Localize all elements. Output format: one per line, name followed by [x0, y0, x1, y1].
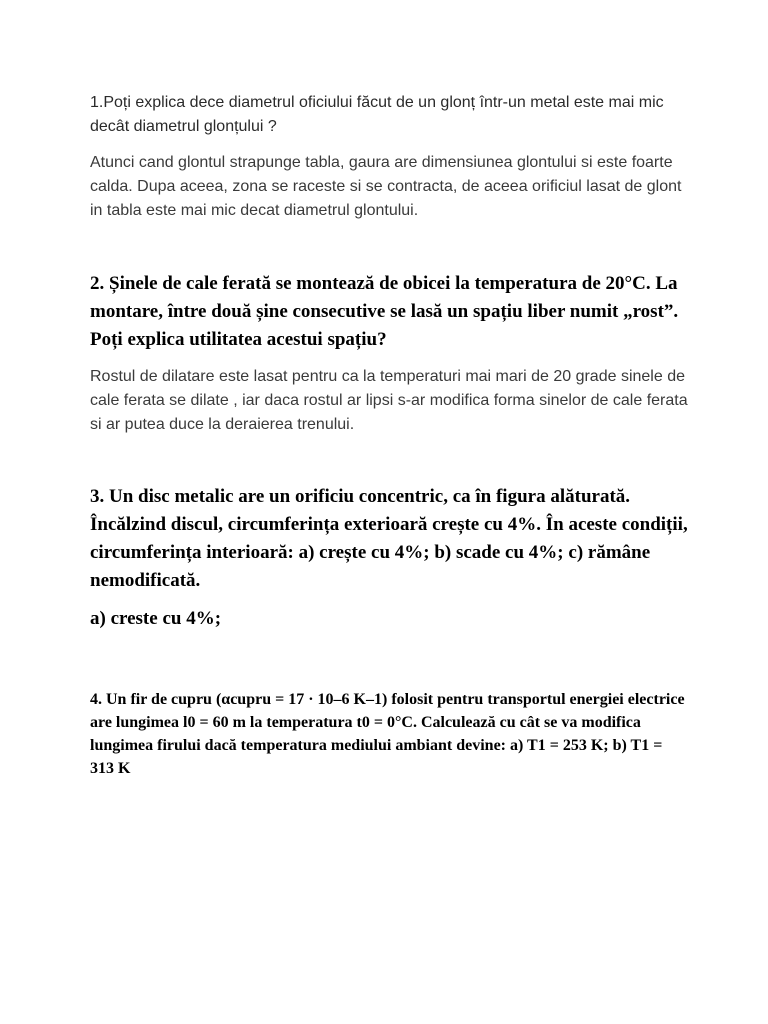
question-2-text: 2. Șinele de cale ferată se montează de obicei la temperatura de 20°C. La montare, între două șine consecutive se lasă un spațiu liber numit „rost”. Poți explica utilitatea acestui spațiu? [90, 273, 679, 350]
question-4-text: 4. Un fir de cupru (αcupru = 17 · 10–6 K–1) folosit pentru transportul energiei electrice are lungimea l0 = 60 m la temperatura t0 = 0°C. Calculează cu cât se va modifica lungimea firului dacă temperatura mediului ambiant devine: a) T1 = 253 K; b) T1 = 313 K [90, 691, 685, 777]
answer-3-text: a) creste cu 4%; [90, 608, 222, 629]
answer-2-text: Rostul de dilatare este lasat pentru ca la temperaturi mai mari de 20 grade sinele de cale ferata se dilate , iar daca rostul ar lipsi s-ar modifica forma sinelor de cale ferata si ar putea duce la deraierea trenului. [90, 368, 688, 433]
question-3-text: 3. Un disc metalic are un orificiu concentric, ca în figura alăturată. Încălzind discul, circumferința exterioară crește cu 4%. În aceste condiții, circumferința interioară: a) crește cu 4%; b) scade cu 4%; c) rămâne nemodificată. [90, 486, 688, 591]
answer-1-text: Atunci cand glontul strapunge tabla, gaura are dimensiunea glontului si este foarte calda. Dupa aceea, zona se raceste si se contracta, de aceea orificiul lasat de glont in tabla este mai mic decat diametrul glontului. [90, 154, 682, 219]
question-1-text: 1.Poți explica dece diametrul oficiului făcut de un glonț într-un metal este mai mic decât diametrul glonțului ? [90, 94, 664, 135]
